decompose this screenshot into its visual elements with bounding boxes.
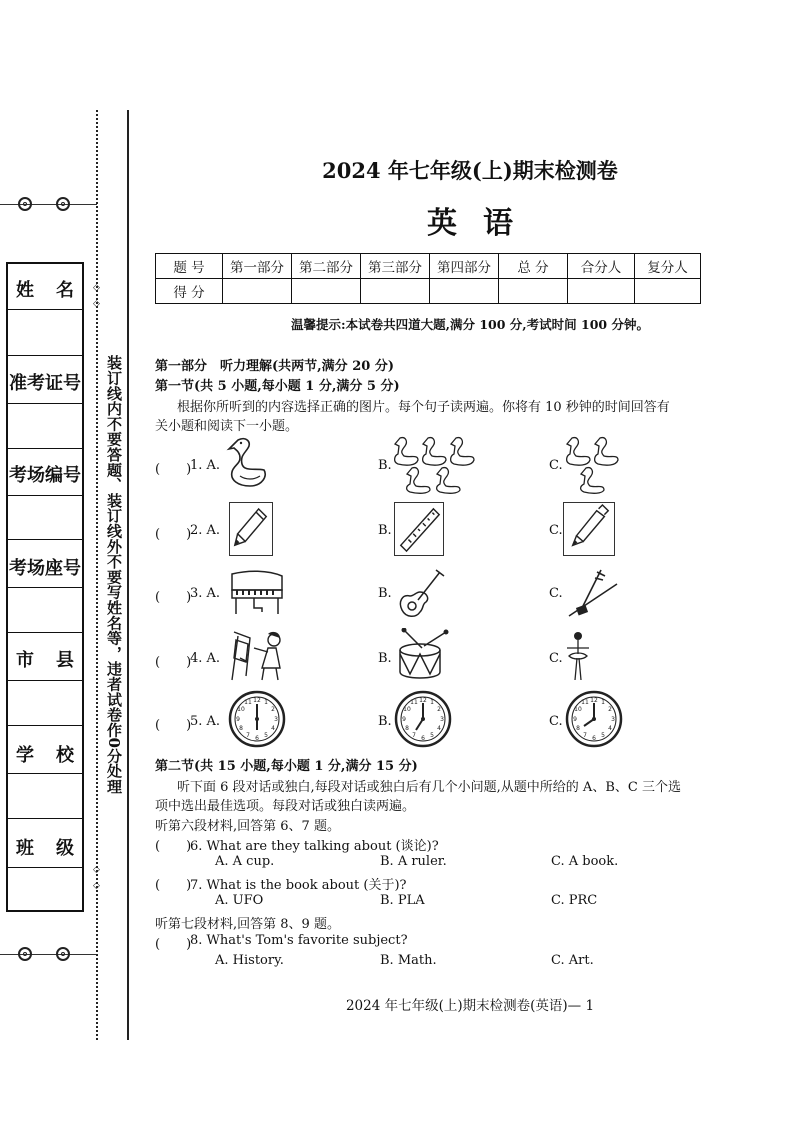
- option-b-label: B.: [378, 523, 392, 538]
- question-stem: 7. What is the book about (关于)?: [190, 878, 407, 893]
- piano-icon[interactable]: [228, 568, 286, 616]
- table-cell: 总 分: [499, 254, 568, 279]
- material-intro: 听第七段材料,回答第 8、9 题。: [155, 917, 340, 932]
- answer-blank[interactable]: ( ): [155, 937, 192, 952]
- option-b-label: B.: [378, 714, 392, 729]
- class-field[interactable]: [8, 868, 82, 910]
- svg-text:10: 10: [403, 706, 411, 713]
- svg-text:3: 3: [611, 716, 615, 723]
- svg-text:8: 8: [576, 725, 580, 732]
- diamond-icon: ◇: [93, 283, 100, 293]
- option-c-label: C.: [549, 714, 563, 729]
- score-cell[interactable]: [499, 279, 568, 304]
- swan-icon[interactable]: [226, 436, 270, 492]
- svg-text:7: 7: [583, 732, 587, 739]
- option-b-label: B.: [378, 586, 392, 601]
- svg-text:9: 9: [402, 716, 406, 723]
- svg-text:2: 2: [271, 706, 275, 713]
- name-field[interactable]: [8, 310, 82, 356]
- option-b[interactable]: B. A ruler.: [380, 854, 447, 869]
- option-c[interactable]: C. A book.: [551, 854, 619, 869]
- two-swans-icon[interactable]: [562, 434, 622, 494]
- answer-blank[interactable]: ( ): [155, 527, 192, 542]
- svg-text:4: 4: [437, 725, 441, 732]
- drum-icon[interactable]: [394, 628, 450, 684]
- exam-id-field[interactable]: [8, 404, 82, 449]
- table-cell: 第四部分: [430, 254, 499, 279]
- svg-text:3: 3: [440, 716, 444, 723]
- section1-instructions: 根据你所听到的内容选择正确的图片。每个句子读两遍。你将有 10 秒钟的时间回答有: [177, 400, 670, 415]
- exam-room-label: 考场编号: [9, 465, 81, 486]
- diamond-icon: ◇: [93, 865, 100, 875]
- svg-text:10: 10: [237, 706, 245, 713]
- school-label: 学 校: [16, 745, 74, 766]
- exam-id-label: 准考证号: [9, 373, 81, 394]
- material-intro: 听第六段材料,回答第 6、7 题。: [155, 819, 340, 834]
- question-number: 4. A.: [190, 651, 221, 666]
- seat-number-label: 考场座号: [9, 558, 81, 579]
- three-swans-icon[interactable]: [392, 434, 478, 494]
- option-c-label: C.: [549, 458, 563, 473]
- diamond-icon: ◇: [93, 299, 100, 309]
- option-b[interactable]: B. Math.: [380, 953, 437, 968]
- score-cell[interactable]: [292, 279, 361, 304]
- table-cell: 第三部分: [361, 254, 430, 279]
- option-c-label: C.: [549, 523, 563, 538]
- subject-title: 英语: [427, 206, 539, 241]
- answer-blank[interactable]: ( ): [155, 839, 192, 854]
- ruler-icon[interactable]: [394, 502, 444, 556]
- table-cell: 题 号: [156, 254, 223, 279]
- clock-eight-icon[interactable]: [565, 690, 623, 748]
- class-label: 班 级: [16, 838, 74, 859]
- svg-text:11: 11: [410, 699, 418, 706]
- score-table: [155, 253, 701, 304]
- svg-text:9: 9: [573, 716, 577, 723]
- svg-text:5: 5: [430, 732, 434, 739]
- option-c-label: C.: [549, 651, 563, 666]
- table-cell: 第一部分: [223, 254, 292, 279]
- svg-text:6: 6: [421, 735, 425, 742]
- dancer-icon[interactable]: [563, 628, 593, 688]
- guitar-icon[interactable]: [396, 566, 446, 620]
- answer-blank[interactable]: ( ): [155, 878, 192, 893]
- answer-blank[interactable]: ( ): [155, 590, 192, 605]
- question-number: 1. A.: [190, 458, 221, 473]
- option-a[interactable]: A. A cup.: [215, 854, 275, 869]
- school-field[interactable]: [8, 774, 82, 819]
- svg-text:5: 5: [264, 732, 268, 739]
- question-number: 3. A.: [190, 586, 221, 601]
- score-cell[interactable]: [635, 279, 701, 304]
- binding-top-line: [0, 204, 97, 205]
- svg-text:8: 8: [405, 725, 409, 732]
- pen-icon[interactable]: [563, 502, 615, 556]
- exam-tip: 温馨提示:本试卷共四道大题,满分 100 分,考试时间 100 分钟。: [291, 317, 649, 332]
- svg-text:4: 4: [608, 725, 612, 732]
- binding-ring-icon: [56, 947, 70, 961]
- drawing-girl-icon[interactable]: [228, 628, 290, 684]
- svg-text:12: 12: [590, 697, 598, 704]
- svg-text:1: 1: [430, 699, 434, 706]
- svg-text:6: 6: [592, 735, 596, 742]
- score-cell[interactable]: [568, 279, 635, 304]
- clock-seven-icon[interactable]: [394, 690, 452, 748]
- option-b[interactable]: B. PLA: [380, 893, 425, 908]
- svg-text:12: 12: [253, 697, 261, 704]
- section2-heading: 第二节(共 15 小题,每小题 1 分,满分 15 分): [155, 759, 418, 774]
- binding-line-solid: [127, 110, 129, 1040]
- city-county-field[interactable]: [8, 681, 82, 726]
- page-footer: 2024 年七年级(上)期末检测卷(英语)— 1: [345, 998, 595, 1014]
- student-info-box: [6, 262, 84, 912]
- section1-heading: 第一节(共 5 小题,每小题 1 分,满分 5 分): [155, 379, 400, 394]
- score-cell[interactable]: [430, 279, 499, 304]
- part1-heading: 第一部分 听力理解(共两节,满分 20 分): [155, 359, 394, 374]
- table-cell: 第二部分: [292, 254, 361, 279]
- svg-text:1: 1: [264, 699, 268, 706]
- svg-text:7: 7: [412, 732, 416, 739]
- seat-number-field[interactable]: [8, 588, 82, 633]
- option-a[interactable]: A. UFO: [215, 893, 264, 908]
- score-cell[interactable]: [223, 279, 292, 304]
- exam-room-field[interactable]: [8, 496, 82, 540]
- erhu-icon[interactable]: [565, 566, 621, 620]
- svg-text:11: 11: [581, 699, 589, 706]
- option-c[interactable]: C. Art.: [551, 953, 594, 968]
- svg-text:7: 7: [246, 732, 250, 739]
- exam-title: 2024 年七年级(上)期末检测卷: [322, 158, 618, 183]
- question-stem: 6. What are they talking about (谈论)?: [190, 839, 439, 854]
- binding-ring-icon: [18, 947, 32, 961]
- binding-bottom-line: [0, 954, 97, 955]
- answer-blank[interactable]: ( ): [155, 718, 192, 733]
- answer-blank[interactable]: ( ): [155, 655, 192, 670]
- section1-instructions: 关小题和阅读下一小题。: [155, 419, 299, 434]
- binding-notice: 装订线内不要答题、装订线外不要写姓名等，违者试卷作0分处理: [105, 355, 123, 795]
- question-number: 2. A.: [190, 523, 221, 538]
- name-label: 姓 名: [16, 280, 74, 301]
- binding-ring-icon: [18, 197, 32, 211]
- svg-text:2: 2: [437, 706, 441, 713]
- score-table-header-row: [156, 254, 701, 279]
- section2-instructions: 项中选出最佳选项。每段对话或独白读两遍。: [155, 799, 416, 814]
- cut-line-dotted: [96, 110, 98, 1040]
- question-stem: 8. What's Tom's favorite subject?: [190, 933, 408, 948]
- option-b-label: B.: [378, 458, 392, 473]
- diamond-icon: ◇: [93, 881, 100, 891]
- score-table-score-row: [156, 279, 701, 304]
- svg-text:3: 3: [274, 716, 278, 723]
- svg-text:12: 12: [419, 697, 427, 704]
- svg-text:5: 5: [601, 732, 605, 739]
- binding-ring-icon: [56, 197, 70, 211]
- option-b-label: B.: [378, 651, 392, 666]
- svg-text:10: 10: [574, 706, 582, 713]
- option-c[interactable]: C. PRC: [551, 893, 598, 908]
- svg-text:9: 9: [236, 716, 240, 723]
- svg-text:11: 11: [244, 699, 252, 706]
- answer-blank[interactable]: ( ): [155, 462, 192, 477]
- svg-text:4: 4: [271, 725, 275, 732]
- table-cell: 得 分: [156, 279, 223, 304]
- table-cell: 复分人: [635, 254, 701, 279]
- clock-six-icon[interactable]: [228, 690, 286, 748]
- pencil-icon[interactable]: [229, 502, 273, 556]
- svg-text:8: 8: [239, 725, 243, 732]
- question-number: 5. A.: [190, 714, 221, 729]
- svg-text:1: 1: [601, 699, 605, 706]
- score-cell[interactable]: [361, 279, 430, 304]
- section2-instructions: 听下面 6 段对话或独白,每段对话或独白后有几个小问题,从题中所给的 A、B、C 三个选: [177, 780, 681, 795]
- option-a[interactable]: A. History.: [215, 953, 284, 968]
- table-cell: 合分人: [568, 254, 635, 279]
- city-county-label: 市 县: [16, 650, 74, 671]
- svg-text:2: 2: [608, 706, 612, 713]
- option-c-label: C.: [549, 586, 563, 601]
- svg-text:6: 6: [255, 735, 259, 742]
